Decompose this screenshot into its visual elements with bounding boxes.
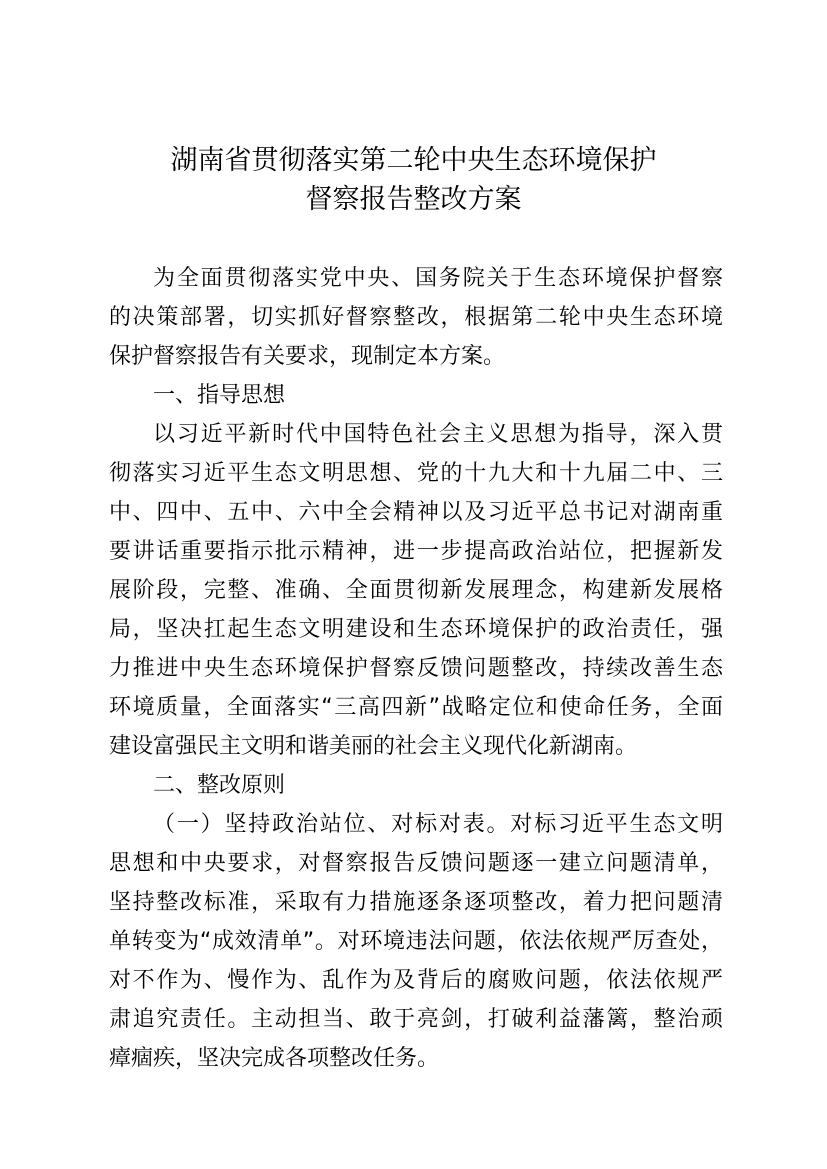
section-heading: 一、指导思想 bbox=[153, 383, 286, 408]
section-heading: 二、整改原则 bbox=[153, 773, 286, 798]
paragraph-line: 彻落实习近平生态文明思想、党的十九大和十九届二中、三 bbox=[109, 461, 723, 486]
paragraph-line: 保护督察报告有关要求，现制定本方案。 bbox=[109, 344, 506, 369]
paragraph-line: 瘴痼疾，坚决完成各项整改任务。 bbox=[109, 1046, 440, 1071]
paragraph-line: 坚持整改标准，采取有力措施逐条逐项整改，着力把问题清 bbox=[109, 890, 723, 915]
paragraph-line: 中、四中、五中、六中全会精神以及习近平总书记对湖南重 bbox=[109, 500, 723, 525]
paragraph-line: 建设富强民主文明和谐美丽的社会主义现代化新湖南。 bbox=[109, 734, 638, 759]
paragraph-line: 为全面贯彻落实党中央、国务院关于生态环境保护督察 bbox=[153, 266, 723, 291]
document-title-line-2: 督察报告整改方案 bbox=[305, 184, 522, 215]
paragraph-line: 展阶段，完整、准确、全面贯彻新发展理念，构建新发展格 bbox=[109, 578, 723, 603]
document-body bbox=[109, 259, 723, 1078]
paragraph-line: 单转变为“成效清单”。对环境违法问题，依法依规严厉查处， bbox=[109, 929, 723, 954]
paragraph-line: 思想和中央要求，对督察报告反馈问题逐一建立问题清单， bbox=[109, 851, 723, 876]
paragraph-line: 力推进中央生态环境保护督察反馈问题整改，持续改善生态 bbox=[109, 656, 723, 681]
paragraph-line: 要讲话重要指示批示精神，进一步提高政治站位，把握新发 bbox=[109, 539, 723, 564]
paragraph-line: 以习近平新时代中国特色社会主义思想为指导，深入贯 bbox=[153, 422, 723, 447]
paragraph-line: 局，坚决扛起生态文明建设和生态环境保护的政治责任，强 bbox=[109, 617, 723, 642]
paragraph-line: 对不作为、慢作为、乱作为及背后的腐败问题，依法依规严 bbox=[109, 968, 723, 993]
paragraph-line: 肃追究责任。主动担当、敢于亮剑，打破利益藩篱，整治顽 bbox=[109, 1007, 723, 1032]
paragraph-line: 的决策部署，切实抓好督察整改，根据第二轮中央生态环境 bbox=[109, 305, 723, 330]
paragraph-line: 环境质量，全面落实“三高四新”战略定位和使命任务，全面 bbox=[109, 695, 723, 720]
paragraph-line: （一）坚持政治站位、对标对表。对标习近平生态文明 bbox=[153, 812, 723, 837]
document-title-line-1: 湖南省贯彻落实第二轮中央生态环境保护 bbox=[170, 145, 657, 176]
